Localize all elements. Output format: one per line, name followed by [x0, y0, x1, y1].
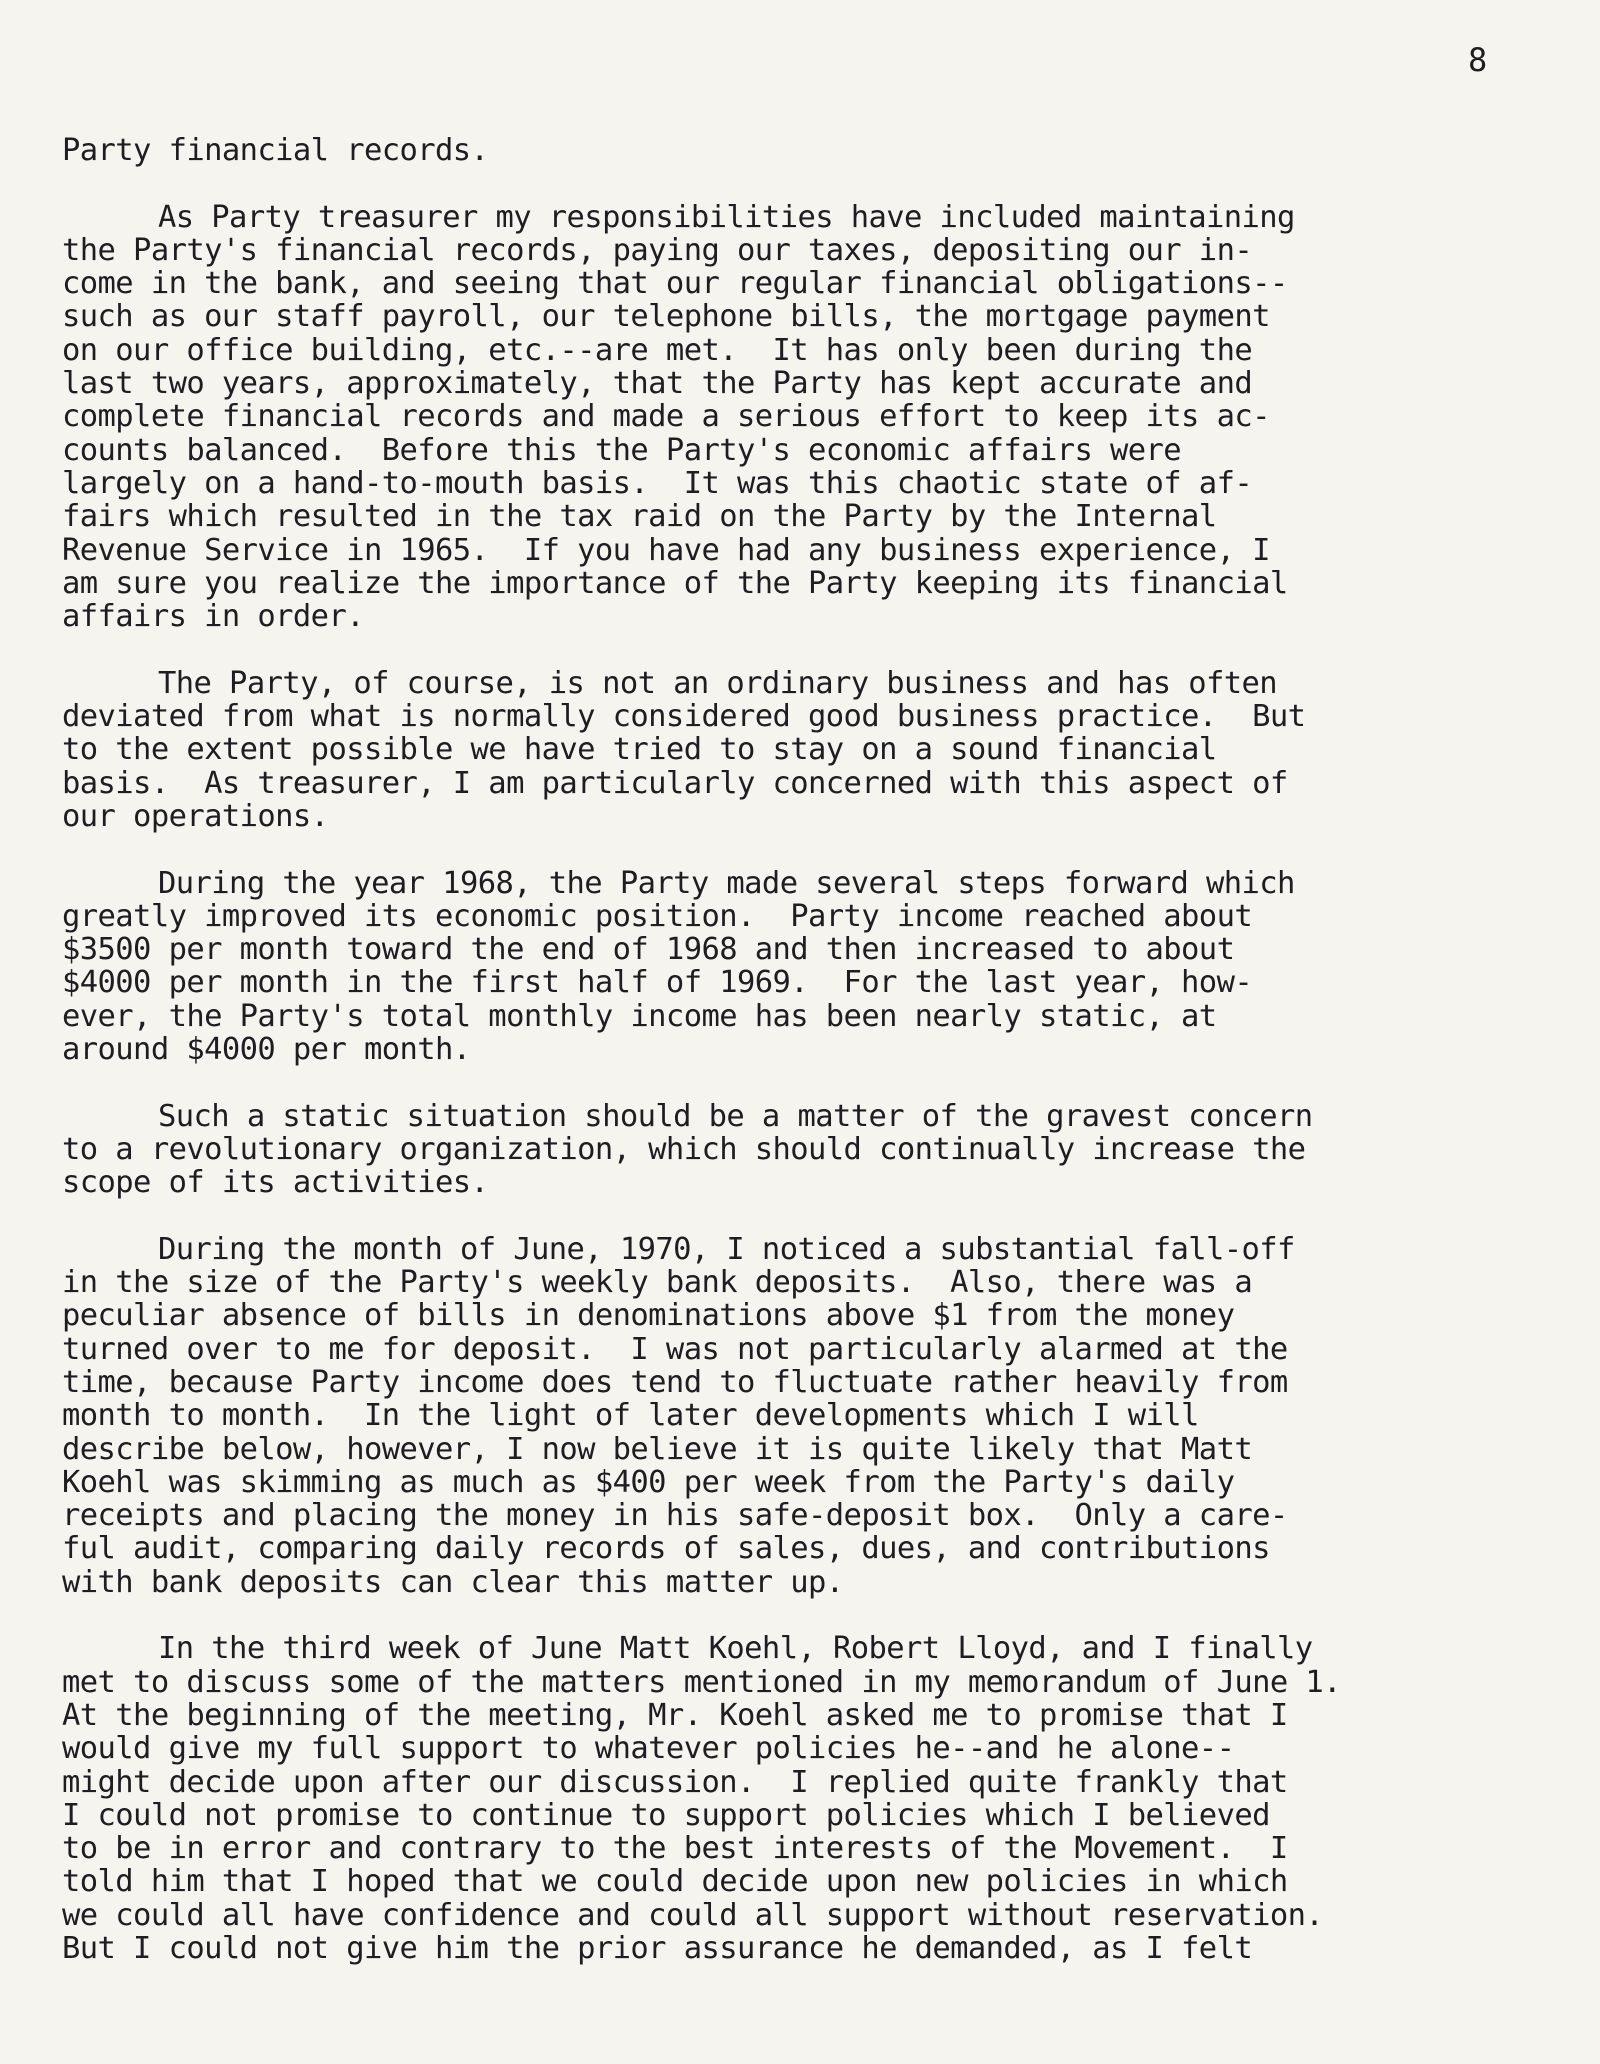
- text-line: such as our staff payroll, our telephone bills, the mortgage payment: [62, 299, 1270, 335]
- text-line: around $4000 per month.: [62, 1032, 471, 1068]
- paragraph: [62, 134, 1522, 167]
- text-line: receipts and placing the money in his safe-deposit box. Only a care-: [62, 1498, 1288, 1534]
- text-line: month to month. In the light of later developments which I will: [62, 1398, 1199, 1434]
- page-number: 8: [1468, 41, 1488, 79]
- text-line: the Party's financial records, paying our taxes, depositing our in-: [62, 232, 1253, 268]
- paragraph: [62, 867, 1522, 1067]
- text-line: Koehl was skimming as much as $400 per week from the Party's daily: [62, 1464, 1235, 1500]
- paragraph: [62, 1632, 1522, 1965]
- text-line: am sure you realize the importance of the Party keeping its financial: [62, 565, 1288, 601]
- text-line: with bank deposits can clear this matter up.: [62, 1564, 844, 1600]
- text-line: describe below, however, I now believe it is quite likely that Matt: [62, 1431, 1253, 1467]
- paragraph: [62, 1100, 1522, 1200]
- text-line: greatly improved its economic position. Party income reached about: [62, 898, 1253, 934]
- text-line: Revenue Service in 1965. If you have had any business experience, I: [62, 532, 1270, 568]
- text-line: $3500 per month toward the end of 1968 and then increased to about: [62, 932, 1235, 968]
- text-line: basis. As treasurer, I am particularly concerned with this aspect of: [62, 765, 1288, 801]
- text-line: affairs in order.: [62, 599, 364, 635]
- text-line: deviated from what is normally considered good business practice. But: [62, 699, 1306, 735]
- text-line: peculiar absence of bills in denominations above $1 from the money: [62, 1298, 1235, 1334]
- text-line: Party financial records.: [62, 133, 489, 168]
- paragraph: [62, 667, 1522, 833]
- text-line: met to discuss some of the matters mentioned in my memorandum of June 1.: [62, 1664, 1341, 1700]
- text-line: ever, the Party's total monthly income has been nearly static, at: [62, 998, 1217, 1034]
- text-line: would give my full support to whatever policies he--and he alone--: [62, 1731, 1235, 1767]
- text-line: come in the bank, and seeing that our regular financial obligations--: [62, 266, 1288, 302]
- text-line: in the size of the Party's weekly bank deposits. Also, there was a: [62, 1265, 1253, 1301]
- text-line: complete financial records and made a serious effort to keep its ac-: [62, 399, 1270, 435]
- text-line: scope of its activities.: [62, 1165, 489, 1201]
- text-line: At the beginning of the meeting, Mr. Koehl asked me to promise that I: [62, 1697, 1288, 1733]
- text-line: $4000 per month in the first half of 1969. For the last year, how-: [62, 965, 1253, 1001]
- text-line: During the year 1968, the Party made several steps forward which: [158, 865, 1295, 901]
- text-line: In the third week of June Matt Koehl, Robert Lloyd, and I finally: [158, 1631, 1313, 1667]
- text-line: to a revolutionary organization, which should continually increase the: [62, 1131, 1306, 1167]
- text-line: we could all have confidence and could all support without reservation.: [62, 1897, 1324, 1933]
- text-line: As Party treasurer my responsibilities have included maintaining: [158, 199, 1295, 235]
- text-line: counts balanced. Before this the Party's economic affairs were: [62, 432, 1182, 468]
- text-line: to the extent possible we have tried to stay on a sound financial: [62, 732, 1217, 768]
- text-line: But I could not give him the prior assurance he demanded, as I felt: [62, 1931, 1253, 1967]
- text-line: The Party, of course, is not an ordinary business and has often: [158, 665, 1278, 701]
- text-line: told him that I hoped that we could decide upon new policies in which: [62, 1864, 1288, 1900]
- text-line: might decide upon after our discussion. I replied quite frankly that: [62, 1764, 1288, 1800]
- text-line: ful audit, comparing daily records of sales, dues, and contributions: [62, 1531, 1270, 1567]
- text-line: Such a static situation should be a matter of the gravest concern: [158, 1098, 1313, 1134]
- text-line: I could not promise to continue to support policies which I believed: [62, 1797, 1270, 1833]
- document-body: [62, 134, 1522, 1999]
- paragraph: [62, 201, 1522, 634]
- text-line: time, because Party income does tend to fluctuate rather heavily from: [62, 1364, 1288, 1400]
- text-line: last two years, approximately, that the Party has kept accurate and: [62, 366, 1253, 402]
- text-line: largely on a hand-to-mouth basis. It was this chaotic state of af-: [62, 465, 1253, 501]
- text-line: turned over to me for deposit. I was not particularly alarmed at the: [62, 1331, 1288, 1367]
- text-line: to be in error and contrary to the best interests of the Movement. I: [62, 1831, 1288, 1867]
- text-line: our operations.: [62, 798, 329, 834]
- text-line: During the month of June, 1970, I noticed a substantial fall-off: [158, 1231, 1295, 1267]
- text-line: fairs which resulted in the tax raid on the Party by the Internal: [62, 499, 1217, 535]
- paragraph: [62, 1233, 1522, 1599]
- text-line: on our office building, etc.--are met. It has only been during the: [62, 332, 1253, 368]
